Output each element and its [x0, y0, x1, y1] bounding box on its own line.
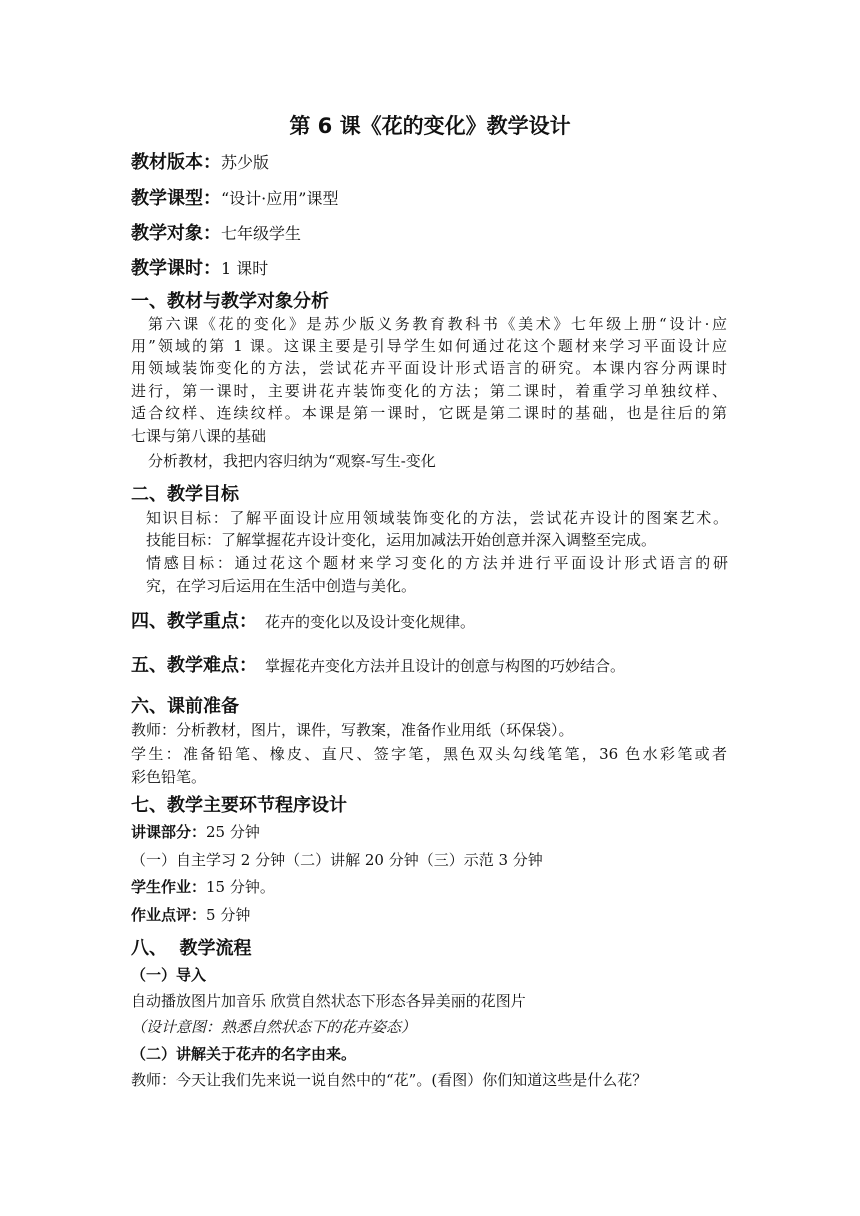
- section-heading: 四、教学重点：: [131, 611, 257, 632]
- flow-line: 自动播放图片加音乐 欣赏自然状态下形态各异美丽的花图片: [131, 992, 526, 1010]
- meta-label: 教材版本：: [131, 152, 221, 173]
- homework-label: 学生作业：: [131, 878, 207, 896]
- prep-line: 彩色铅笔。: [131, 768, 207, 786]
- section-text: 掌握花卉变化方法并且设计的创意与构图的巧妙结合。: [265, 657, 626, 675]
- paragraph-line: 七课与第八课的基础: [131, 427, 267, 445]
- objective-line: 知识目标：了解平面设计应用领域装饰变化的方法，尝试花卉设计的图案艺术。: [146, 509, 728, 527]
- subsection-heading: （二）讲解关于花卉的名字由来。: [131, 1045, 357, 1063]
- flow-line: 教师：今天让我们先来说一说自然中的“花”。(看图）你们知道这些是什么花？: [131, 1071, 648, 1089]
- section-heading: 一、教材与教学对象分析: [131, 291, 329, 312]
- paragraph-line: 用”领域的第 1 课。这课主要是引导学生如何通过花这个题材来学习平面设计应: [131, 337, 727, 355]
- meta-label: 教学对象：: [131, 223, 221, 244]
- section-difficulties: [131, 651, 625, 677]
- lecture-time: [131, 821, 260, 842]
- lecture-label: 讲课部分：: [131, 823, 207, 841]
- homework-value: 15 分钟。: [206, 878, 275, 896]
- objective-line: 技能目标：了解掌握花卉设计变化，运用加减法开始创意并深入调整至完成。: [146, 531, 657, 549]
- meta-value: 1 课时: [221, 259, 269, 278]
- prep-line: 教师：分析教材，图片，课件，写教案，准备作业用纸（环保袋）。: [131, 721, 574, 739]
- section-heading: 二、教学目标: [131, 484, 239, 505]
- section-heading: 八、 教学流程: [131, 938, 252, 959]
- meta-lesson-type: [131, 184, 338, 210]
- section-text: 花卉的变化以及设计变化规律。: [265, 613, 476, 631]
- meta-value: “设计·应用”课型: [221, 189, 339, 208]
- lecture-parts: （一）自主学习 2 分钟（二）讲解 20 分钟（三）示范 3 分钟: [131, 851, 543, 869]
- subsection-heading: （一）导入: [131, 966, 207, 984]
- meta-label: 教学课型：: [131, 188, 221, 209]
- objective-line: 究，在学习后运用在生活中创造与美化。: [146, 577, 417, 595]
- meta-audience: [131, 219, 301, 245]
- section-heading: 七、教学主要环节程序设计: [131, 795, 347, 816]
- paragraph-line: 进行，第一课时，主要讲花卉装饰变化的方法；第二课时，着重学习单独纹样、: [131, 382, 727, 400]
- meta-edition: [131, 148, 269, 174]
- homework-time: [131, 876, 275, 897]
- prep-line: 学生：准备铅笔、橡皮、直尺、签字笔，黑色双头勾线笔笔，36 色水彩笔或者: [131, 745, 727, 763]
- meta-value: 苏少版: [221, 153, 270, 172]
- meta-periods: [131, 254, 268, 280]
- review-label: 作业点评：: [131, 906, 207, 924]
- lecture-value: 25 分钟: [206, 823, 260, 841]
- design-intent-note: （设计意图：熟悉自然状态下的花卉姿态）: [131, 1018, 417, 1036]
- meta-value: 七年级学生: [221, 224, 302, 243]
- paragraph-line: 适合纹样、连续纹样。本课是第一课时，它既是第二课时的基础，也是往后的第: [131, 404, 727, 422]
- meta-label: 教学课时：: [131, 258, 221, 279]
- section-heading: 六、课前准备: [131, 696, 239, 717]
- section-heading: 五、教学难点：: [131, 655, 257, 676]
- review-value: 5 分钟: [206, 906, 251, 924]
- paragraph-line: 第六课《花的变化》是苏少版义务教育教科书《美术》七年级上册“设计·应: [148, 315, 727, 333]
- review-time: [131, 904, 250, 925]
- paragraph-line: 分析教材，我把内容归纳为“观察-写生-变化: [148, 452, 436, 470]
- paragraph-line: 用领域装饰变化的方法，尝试花卉平面设计形式语言的研究。本课内容分两课时: [131, 359, 727, 377]
- page-title: 第 6 课《花的变化》教学设计: [289, 114, 571, 138]
- section-key-points: [131, 607, 475, 633]
- objective-line: 情感目标：通过花这个题材来学习变化的方法并进行平面设计形式语言的研: [146, 554, 728, 572]
